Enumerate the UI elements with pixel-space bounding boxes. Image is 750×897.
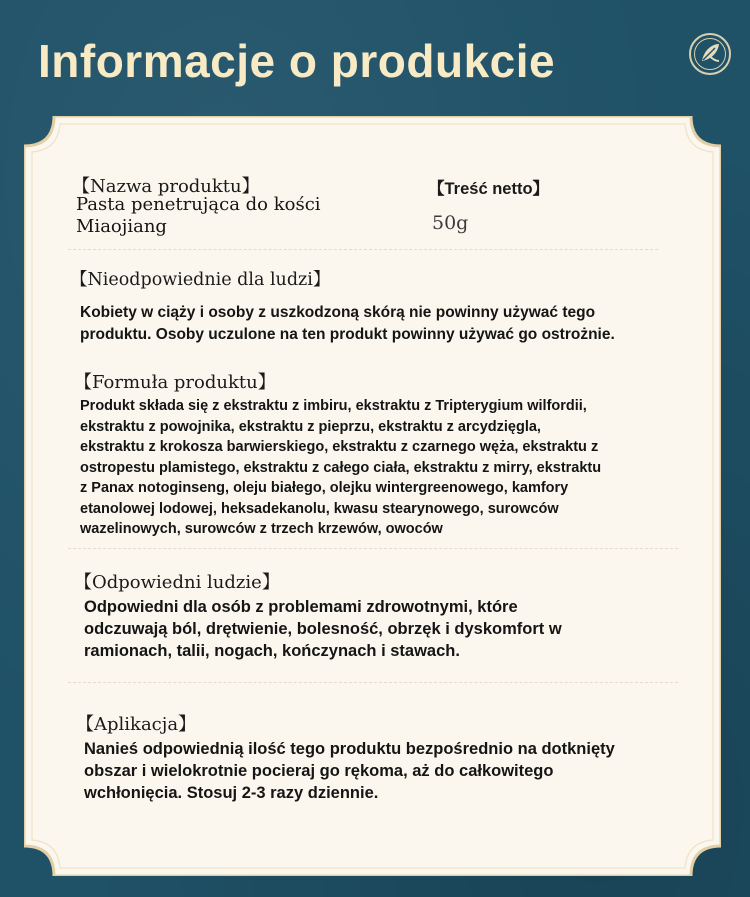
application-line-2: obszar i wielokrotnie pocieraj go rękoma, aż do całkowitego [84,762,554,780]
net-content-value: 50g [432,212,469,234]
net-content-heading: 【Treść netto】 [428,180,550,198]
suitable-heading: 【Odpowiedni ludzie】 [74,572,280,593]
page-title: Informacje o produkcie [38,35,556,87]
section-divider [68,682,678,683]
formula-line-4: ostropestu plamistego, ekstraktu z całego ciała, ekstraktu z mirry, ekstraktu [80,459,602,476]
suitable-line-3: ramionach, talii, nogach, kończynach i stawach. [84,642,460,660]
application-line-1: Nanieś odpowiednią ilość tego produktu bezpośrednio na dotknięty [84,740,615,758]
product-name-heading: 【Nazwa produktu】 [72,176,260,197]
product-name-line-1: Pasta penetrująca do kości [76,194,321,215]
unsuitable-heading: 【Nieodpowiednie dla ludzi】 [70,270,331,290]
section-divider [68,548,678,549]
formula-line-6: etanolowej lodowej, heksadekanolu, kwasu stearynowego, surowców [80,500,559,517]
unsuitable-line-2: produktu. Osoby uczulone na ten produkt powinny używać go ostrożnie. [80,326,615,343]
section-divider [68,249,658,250]
formula-line-2: ekstraktu z powojnika, ekstraktu z pieprzu, ekstraktu z arcydzięgla, [80,418,541,435]
application-line-3: wchłonięcia. Stosuj 2-3 razy dziennie. [84,784,379,802]
unsuitable-line-1: Kobiety w ciąży i osoby z uszkodzoną skórą nie powinny używać tego [80,304,596,321]
formula-heading: 【Formuła produktu】 [74,372,276,393]
formula-line-3: ekstraktu z krokosza barwierskiego, ekstraktu z czarnego węża, ekstraktu z [80,439,599,455]
suitable-line-2: odczuwają ból, drętwienie, bolesność, obrzęk i dyskomfort w [84,620,562,638]
application-heading: 【Aplikacja】 [76,714,197,735]
suitable-line-1: Odpowiedni dla osób z problemami zdrowotnymi, które [84,598,518,616]
product-name-line-2: Miaojiang [76,216,167,237]
product-info-card [24,116,721,876]
formula-line-1: Produkt składa się z ekstraktu z imbiru, ekstraktu z Tripterygium wilfordii, [80,398,587,414]
leaf-emblem-icon [688,32,732,76]
formula-line-7: wazelinowych, surowców z trzech krzewów, owoców [80,521,443,537]
formula-line-5: z Panax notoginseng, oleju białego, olejku wintergreenowego, kamfory [80,480,569,496]
